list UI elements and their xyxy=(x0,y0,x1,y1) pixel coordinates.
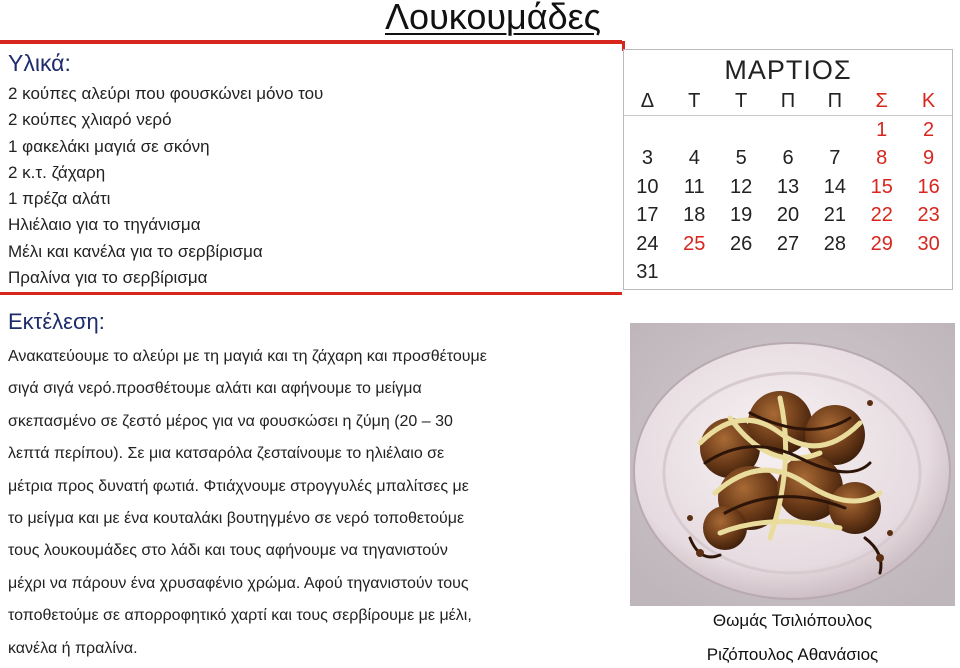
loukoumades-photo-icon xyxy=(630,323,955,606)
method-line: σιγά σιγά νερό.προσθέτουμε αλάτι και αφήνουμε το μείγμα xyxy=(8,380,422,398)
calendar-day: 15 xyxy=(870,175,893,198)
calendar-day: 14 xyxy=(823,175,846,198)
march-calendar xyxy=(623,49,953,290)
method-line: τοποθετούμε σε απορροφητικό χαρτί και τους σερβίρουμε με μέλι, xyxy=(8,607,472,625)
calendar-day: 17 xyxy=(636,204,659,227)
calendar-day: 11 xyxy=(683,175,705,198)
method-line: κανέλα ή πραλίνα. xyxy=(8,639,138,657)
weekday-label: Τ xyxy=(735,90,748,112)
weekday-label: Π xyxy=(780,90,796,112)
title-divider xyxy=(0,40,622,44)
method-heading: Εκτέλεση: xyxy=(8,309,105,334)
calendar-week-row xyxy=(624,259,952,288)
calendar-day: 27 xyxy=(776,232,800,255)
ingredient-item: 2 κούπες χλιαρό νερό xyxy=(8,110,172,130)
calendar-day: 6 xyxy=(782,147,794,170)
weekday-label: Τ xyxy=(688,90,701,112)
page-title: Λουκουμάδες xyxy=(385,0,602,37)
calendar-weekday-row xyxy=(624,88,952,116)
method-line: τους λουκουμάδες στο λάδι και τους αφήνουμε να τηγανιστούν xyxy=(8,542,448,560)
calendar-day: 22 xyxy=(870,204,893,227)
ingredient-item: Πραλίνα για το σερβίρισμα xyxy=(8,268,208,288)
calendar-day: 5 xyxy=(735,147,747,170)
calendar-day: 25 xyxy=(683,232,706,255)
calendar-week-row xyxy=(624,145,952,174)
ingredient-item: 1 φακελάκι μαγιά σε σκόνη xyxy=(8,136,210,156)
calendar-day: 21 xyxy=(823,204,846,227)
calendar-day: 3 xyxy=(641,147,653,170)
weekday-label: Σ xyxy=(875,90,888,112)
weekday-label: Κ xyxy=(921,90,936,112)
method-line: μέτρια προς δυνατή φωτιά. Φτιάχνουμε στρογγυλές μπαλίτσες με xyxy=(8,477,469,495)
ingredients-section xyxy=(8,50,618,291)
calendar-day: 12 xyxy=(730,175,753,198)
calendar-week-row xyxy=(624,230,952,259)
ingredient-item: Μέλι και κανέλα για το σερβίρισμα xyxy=(8,241,263,261)
calendar-week-row xyxy=(624,202,952,231)
calendar-day: 24 xyxy=(636,232,659,255)
calendar-day: 31 xyxy=(636,261,659,284)
calendar-day: 2 xyxy=(923,118,935,141)
calendar-week-row xyxy=(624,116,952,145)
calendar-day: 18 xyxy=(683,204,706,227)
calendar-day: 8 xyxy=(876,147,888,170)
calendar-day: 4 xyxy=(688,147,700,170)
method-line: Ανακατεύουμε το αλεύρι με τη μαγιά και τη ζάχαρη και προσθέτουμε xyxy=(8,348,487,365)
ingredients-list xyxy=(8,81,618,291)
ingredient-item: 2 κούπες αλεύρι που φουσκώνει μόνο του xyxy=(8,84,324,103)
ingredient-item: 2 κ.τ. ζάχαρη xyxy=(8,162,106,182)
calendar-month: ΜΑΡΤΙΟΣ xyxy=(724,55,852,85)
calendar-day: 10 xyxy=(636,175,659,198)
method-line: σκεπασμένο σε ζεστό μέρος για να φουσκώσει η ζύμη (20 – 30 xyxy=(8,412,453,430)
ingredient-item: Ηλιέλαιο για το τηγάνισμα xyxy=(8,215,201,235)
calendar-day: 29 xyxy=(870,232,893,255)
calendar-day: 7 xyxy=(829,147,841,170)
weekday-label: Π xyxy=(827,90,843,112)
calendar-weeks xyxy=(624,116,952,287)
ingredients-divider xyxy=(0,292,622,295)
calendar-day: 20 xyxy=(776,204,800,227)
calendar-day: 16 xyxy=(917,175,940,198)
calendar-day: 23 xyxy=(917,204,940,227)
author-name: Ριζόπουλος Αθανάσιος xyxy=(706,645,879,664)
ingredients-heading: Υλικά: xyxy=(8,50,71,76)
author-name: Θωμάς Τσιλιόπουλος xyxy=(712,611,873,630)
calendar-day: 13 xyxy=(776,175,800,198)
method-line: λεπτά περίπου). Σε μια κατσαρόλα ζεσταίνουμε το ηλιέλαιο σε xyxy=(8,445,445,463)
calendar-day: 26 xyxy=(730,232,753,255)
method-line: μέχρι να πάρουν ένα χρυσαφένιο χρώμα. Αφού τηγανιστούν τους xyxy=(8,574,469,592)
calendar-day: 9 xyxy=(923,147,935,170)
calendar-day: 30 xyxy=(917,232,940,255)
calendar-week-row xyxy=(624,173,952,202)
loukoumades-photo xyxy=(630,323,955,606)
weekday-label: Δ xyxy=(640,90,655,112)
method-line: το μείγμα και με ένα κουταλάκι βουτηγμένο σε νερό τοποθετούμε xyxy=(8,510,465,528)
calendar-day: 28 xyxy=(823,232,846,255)
calendar-day: 1 xyxy=(876,118,888,141)
ingredient-item: 1 πρέζα αλάτι xyxy=(8,189,111,209)
method-text xyxy=(8,341,598,665)
calendar-day: 19 xyxy=(730,204,753,227)
